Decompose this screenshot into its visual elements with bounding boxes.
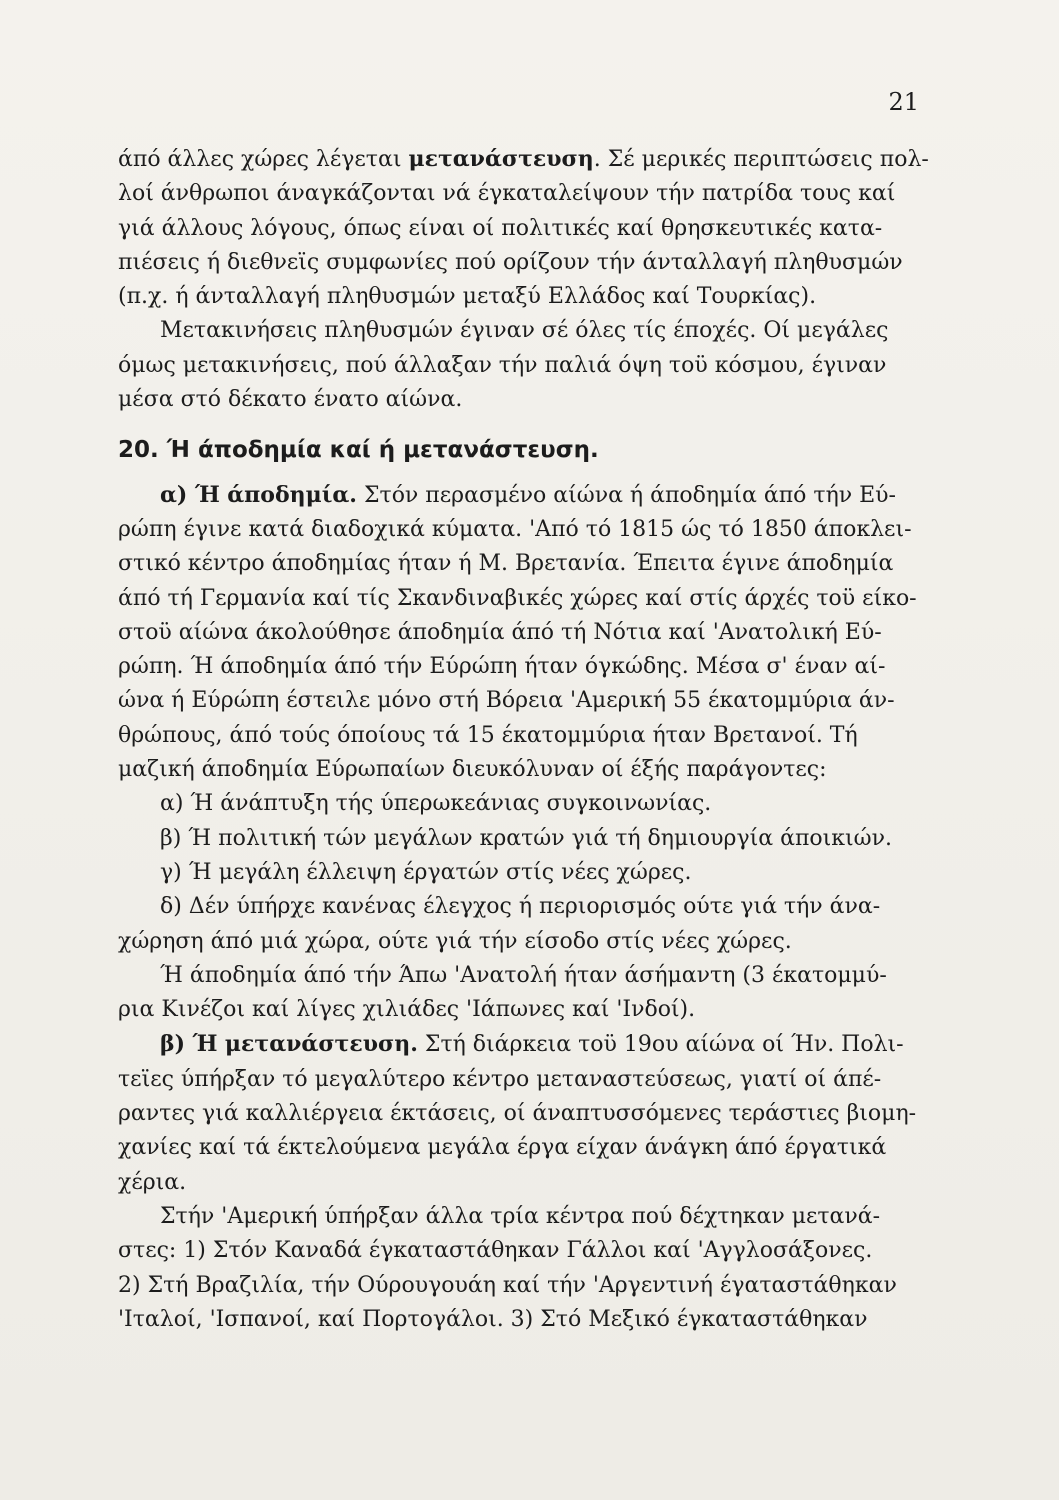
text-line: (π.χ. ή άνταλλαγή πληθυσμών μεταξύ Ελλάδος καί Τουρκίας). <box>118 284 817 310</box>
text-line: στες: 1) Στόν Καναδά έγκαταστάθηκαν Γάλλοι καί 'Αγγλοσάξονες. <box>118 1238 873 1264</box>
text-line: στοϋ αίώνα άκολούθησε άποδημία άπό τή Νότια καί 'Ανατολική Εύ- <box>118 619 882 645</box>
text-line: ώνα ή Εύρώπη έστειλε μόνο στή Βόρεια 'Αμερική 55 έκατομμύρια άν- <box>118 688 895 714</box>
subsection-label: β) Ή μετανάστευση. <box>160 1031 418 1058</box>
list-item: γ) Ή μεγάλη έλλειψη έργατών στίς νέες χώρες. <box>160 859 692 885</box>
text-line: α) Ή άποδημία. Στόν περασμένο αίώνα ή άποδημία άπό τήν Εύ- <box>160 481 896 508</box>
text-line: ρώπη. Ή άποδημία άπό τήν Εύρώπη ήταν όγκώδης. Μέσα σ' έναν αί- <box>118 654 886 680</box>
bold-term: μετανάστευση <box>408 146 594 172</box>
text-line: Μετακινήσεις πληθυσμών έγιναν σέ όλες τίς έποχές. Οί μεγάλες <box>160 318 889 344</box>
body-text <box>118 142 948 1337</box>
text-line: πιέσεις ή διεθνεϊς συμφωνίες πού ορίζουν τήν άνταλλαγή πληθυσμών <box>118 249 903 275</box>
text-line: άπό άλλες χώρες λέγεται μετανάστευση. Σέ μερικές περιπτώσεις πολ- <box>118 146 929 172</box>
text-line: λοί άνθρωποι άναγκάζονται νά έγκαταλείψουν τήν πατρίδα τους καί <box>118 181 896 207</box>
text-line: άπό τή Γερμανία καί τίς Σκανδιναβικές χώρες καί στίς άρχές τοϋ είκο- <box>118 585 917 611</box>
page-number: 21 <box>888 88 919 116</box>
text-line: μέσα στό δέκατο ένατο αίώνα. <box>118 387 463 413</box>
text-line: στικό κέντρο άποδημίας ήταν ή Μ. Βρετανία. Έπειτα έγινε άποδημία <box>118 551 894 577</box>
text-line: μαζική άποδημία Εύρωπαίων διευκόλυναν οί έξής παράγοντες: <box>118 757 827 783</box>
list-item: χώρηση άπό μιά χώρα, ούτε γιά τήν είσοδο στίς νέες χώρες. <box>118 928 792 954</box>
section-heading: 20. Ή άποδημία καί ή μετανάστευση. <box>118 437 599 464</box>
text-line: ραντες γιά καλλιέργεια έκτάσεις, οί άναπτυσσόμενες τεράστιες βιομη- <box>118 1101 917 1127</box>
text-line: θρώπους, άπό τούς όποίους τά 15 έκατομμύρια ήταν Βρετανοί. Τή <box>118 722 858 748</box>
text-line: Ή άποδημία άπό τήν Άπω 'Ανατολή ήταν άσήμαντη (3 έκατομμύ- <box>160 962 887 988</box>
text-line: ρώπη έγινε κατά διαδοχικά κύματα. 'Από τό 1815 ώς τό 1850 άποκλει- <box>118 516 912 542</box>
list-item: β) Ή πολιτική τών μεγάλων κρατών γιά τή δημιουργία άποικιών. <box>160 825 892 851</box>
text-line: β) Ή μετανάστευση. Στή διάρκεια τοϋ 19ου αίώνα οί Ήν. Πολι- <box>160 1031 904 1058</box>
text-line: Στήν 'Αμερική ύπήρξαν άλλα τρία κέντρα πού δέχτηκαν μετανά- <box>160 1203 881 1229</box>
subsection-label: α) Ή άποδημία. <box>160 481 357 508</box>
text-line: τεϊες ύπήρξαν τό μεγαλύτερο κέντρο μεταναστεύσεως, γιατί οί άπέ- <box>118 1066 882 1092</box>
text-line: 'Ιταλοί, 'Ισπανοί, καί Πορτογάλοι. 3) Στό Μεξικό έγκαταστάθηκαν <box>118 1306 868 1332</box>
text-line: 2) Στή Βραζιλία, τήν Ούρουγουάη καί τήν 'Αργεντινή έγαταστάθηκαν <box>118 1272 897 1298</box>
list-item: α) Ή άνάπτυξη τής ύπερωκεάνιας συγκοινωνίας. <box>160 791 712 817</box>
text-line: χανίες καί τά έκτελούμενα μεγάλα έργα είχαν άνάγκη άπό έργατικά <box>118 1135 887 1161</box>
text-line: ρια Κινέζοι καί λίγες χιλιάδες 'Ιάπωνες καί 'Ινδοί). <box>118 997 696 1023</box>
list-item: δ) Δέν ύπήρχε κανένας έλεγχος ή περιορισμός ούτε γιά τήν άνα- <box>160 894 881 920</box>
text-line: όμως μετακινήσεις, πού άλλαξαν τήν παλιά όψη τοϋ κόσμου, έγιναν <box>118 352 887 378</box>
text-line: χέρια. <box>118 1169 187 1195</box>
text-line: γιά άλλους λόγους, όπως είναι οί πολιτικές καί θρησκευτικές κατα- <box>118 215 883 241</box>
